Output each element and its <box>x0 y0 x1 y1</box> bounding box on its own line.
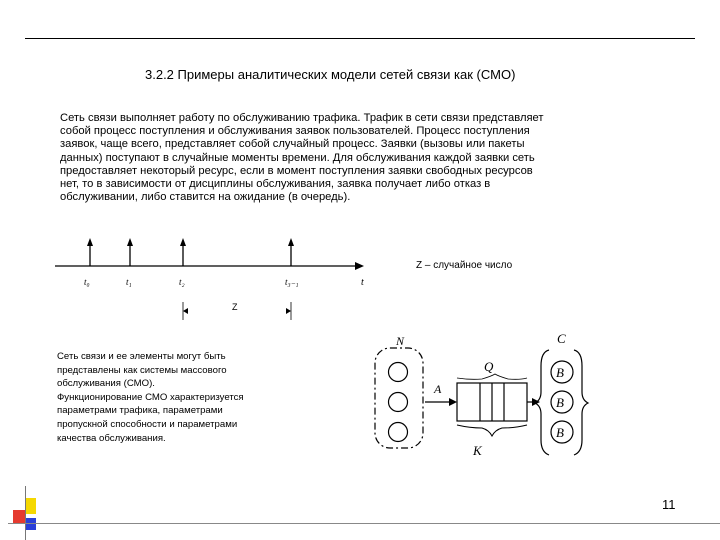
slide-title: 3.2.2 Примеры аналитических модели сетей связи как (СМО) <box>145 67 516 82</box>
paragraph-line: обслуживании, либо ставится на ожидание (в очередь). <box>60 191 351 204</box>
queue-top-brace <box>457 374 527 379</box>
source-label: N <box>396 334 405 348</box>
source-circle <box>389 363 408 382</box>
servers-label: C <box>557 331 566 346</box>
side-line: обслуживания (СМО). <box>57 378 155 390</box>
tick-label: t₀ <box>84 277 90 287</box>
paragraph-line: заявок, чаще всего, представляет собой случайный процесс. Заявки (вызовы или пакеты <box>60 138 525 151</box>
server-label: B <box>556 425 564 440</box>
side-line: представлены как системы массового <box>57 364 227 376</box>
z-note: Z – случайное число <box>416 260 513 271</box>
arrival-label: A <box>434 382 442 396</box>
queue-capacity-label: K <box>473 443 482 458</box>
side-line: параметрами трафика, параметрами <box>57 405 223 417</box>
queue-bottom-brace <box>457 425 527 436</box>
side-line: Функционирование СМО характеризуется <box>57 391 244 403</box>
paragraph-line: данных) поступают в случайные моменты времени. Для обслуживания каждой заявки сеть <box>60 151 535 164</box>
servers-right-brace <box>574 350 588 455</box>
page-number: 11 <box>662 497 676 512</box>
source-circle <box>389 393 408 412</box>
server-label: B <box>556 395 564 410</box>
arrival-flow-arrowhead <box>449 398 457 406</box>
source-circle <box>389 423 408 442</box>
queue-label: Q <box>484 359 494 374</box>
server-label: B <box>556 365 564 380</box>
paragraph-line: Сеть связи выполняет работу по обслуживанию трафика. Трафик в сети связи представляет <box>60 112 544 124</box>
tick-label: t₁ <box>126 277 132 287</box>
tick-label: t₃₋₁ <box>285 277 299 287</box>
interval-label: Z <box>232 302 238 312</box>
tick-label: t₂ <box>179 277 185 287</box>
side-line: пропускной способности и параметрами <box>57 418 238 430</box>
paragraph-line: собой процесс поступления и обслуживания заявок пользователей. Процесс поступления <box>60 125 530 138</box>
paragraph-line: нет, то в зависимости от дисциплины обслуживания, заявка получает либо отказ в <box>60 178 491 191</box>
paragraph-line: предоставляет некоторый ресурс, если в момент поступления заявки свободных ресурсов <box>60 164 533 177</box>
axis-label-t: t <box>361 277 364 288</box>
side-line: Сеть связи и ее элементы могут быть <box>57 351 226 362</box>
side-line: качества обслуживания. <box>57 432 166 444</box>
